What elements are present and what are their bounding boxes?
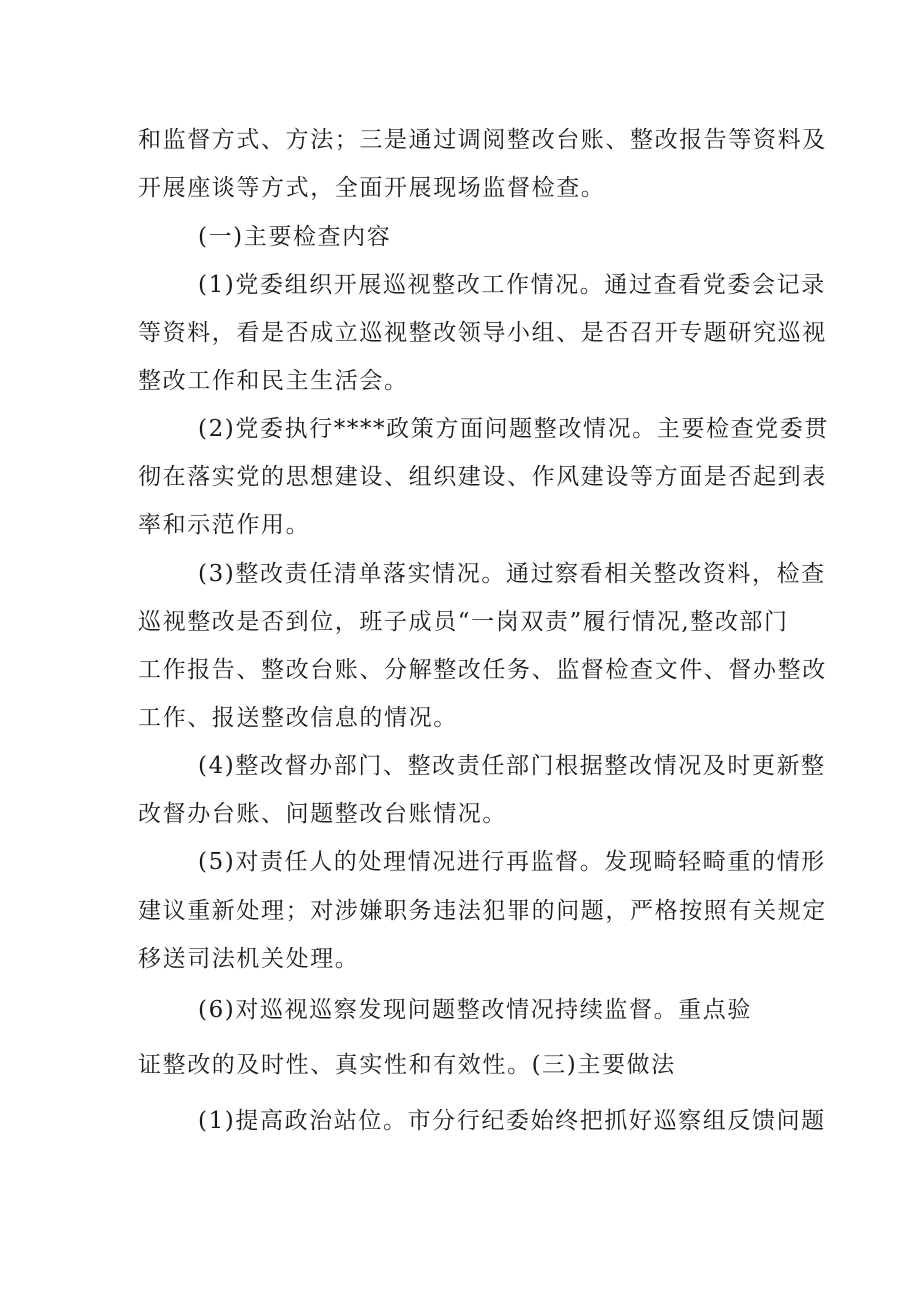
text-line: (1)提高政治站位。市分行纪委始终把抓好巡察组反馈问题 [198,1108,826,1134]
text-line: (6)对巡视巡察发现问题整改情况持续监督。重点验 [198,997,752,1023]
text-line: (2)党委执行****政策方面问题整改情况。主要检查党委贯 [198,416,829,442]
text-line: 等资料，看是否成立巡视整改领导小组、是否召开专题研究巡视 [138,320,827,346]
text-line: (1)党委组织开展巡视整改工作情况。通过查看党委会记录 [198,272,826,298]
text-line: 彻在落实党的思想建设、组织建设、作风建设等方面是否起到表 [138,464,827,490]
text-line: 证整改的及时性、真实性和有效性。(三)主要做法 [138,1052,676,1078]
text-line: 改督办台账、问题整改台账情况。 [138,801,507,827]
text-line: (3)整改责任清单落实情况。通过察看相关整改资料，检查 [198,561,826,587]
text-line: 巡视整改是否到位，班子成员“一岗双责”履行情况,整改部门 [138,609,789,635]
text-line: 整改工作和民主生活会。 [138,368,409,394]
text-line: 和监督方式、方法；三是通过调阅整改台账、整改报告等资料及 [138,127,827,153]
section-heading: (一)主要检查内容 [198,224,392,250]
text-line: 移送司法机关处理。 [138,946,360,972]
text-line: (5)对责任人的处理情况进行再监督。发现畸轻畸重的情形 [198,849,826,875]
text-line: (4)整改督办部门、整改责任部门根据整改情况及时更新整 [198,753,826,779]
text-line: 开展座谈等方式，全面开展现场监督检查。 [138,175,606,201]
text-line: 建议重新处理；对涉嫌职务违法犯罪的问题，严格按照有关规定 [138,898,827,924]
text-line: 工作、报送整改信息的情况。 [138,705,458,731]
text-line: 率和示范作用。 [138,512,311,538]
text-line: 工作报告、整改台账、分解整改任务、监督检查文件、督办整改 [138,657,827,683]
